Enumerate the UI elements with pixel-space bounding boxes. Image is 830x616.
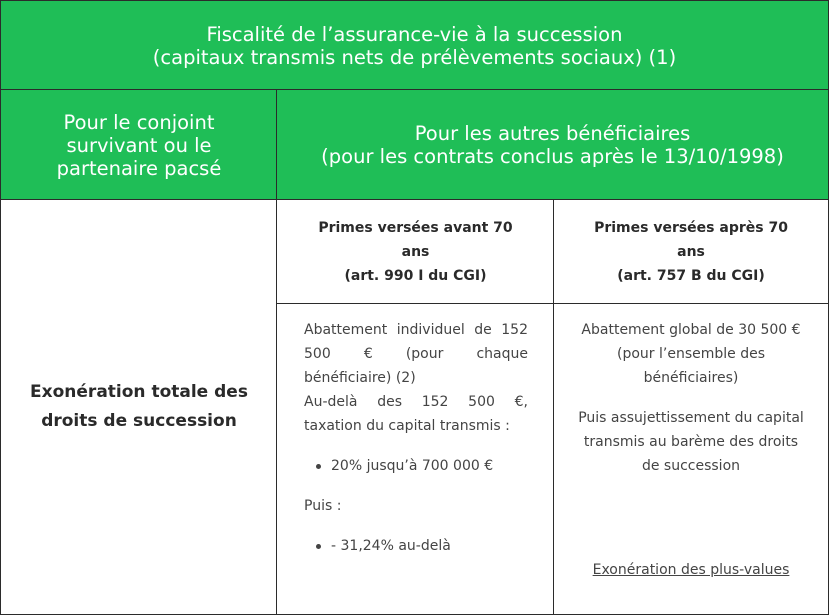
title-line-2: (capitaux transmis nets de prélèvements sociaux) (1) <box>152 45 677 69</box>
header-autres-line-2: (pour les contrats conclus après le 13/10/1998) <box>321 145 784 168</box>
header-autres-line-1: Pour les autres bénéficiaires <box>414 122 691 145</box>
avant-bullet-1: 20% jusqu’à 700 000 € <box>331 458 494 474</box>
body-avant-70 <box>276 303 555 615</box>
plus-values-link[interactable]: Exonération des plus-values <box>592 562 790 578</box>
subheader-avant-line-2: (art. 990 I du CGI) <box>344 268 487 284</box>
header-autres-beneficiaires <box>276 89 829 201</box>
avant-puis-text: Puis : <box>304 498 342 514</box>
bullet-icon <box>316 544 321 549</box>
exoneration-cell <box>0 199 278 615</box>
avant-bullet-2: - 31,24% au-delà <box>331 538 451 554</box>
list-item <box>316 534 528 558</box>
subheader-apres-70 <box>553 199 829 305</box>
subheader-apres-line-1: Primes versées après 70 ans <box>594 220 788 260</box>
header-conjoint-label: Pour le conjoint survivant ou le partenaire pacsé <box>56 110 222 180</box>
avant-abattement-text: Abattement individuel de 152 500 € (pour chaque bénéficiaire) (2) <box>304 322 528 386</box>
exoneration-label: Exonération totale des droits de succession <box>30 382 248 431</box>
table-title <box>0 0 829 91</box>
bullet-icon <box>316 464 321 469</box>
subheader-avant-70 <box>276 199 555 305</box>
body-apres-70 <box>553 303 829 615</box>
list-item <box>316 454 528 478</box>
subheader-apres-line-2: (art. 757 B du CGI) <box>617 268 765 284</box>
title-line-1: Fiscalité de l’assurance-vie à la succession <box>206 22 623 46</box>
avant-taxation-text: Au-delà des 152 500 €, taxation du capital transmis : <box>304 394 528 434</box>
subheader-avant-line-1: Primes versées avant 70 ans <box>318 220 513 260</box>
apres-assujettissement-text: Puis assujettissement du capital transmis au barème des droits de succession <box>578 410 804 474</box>
spacer <box>574 390 808 406</box>
header-conjoint <box>0 89 278 201</box>
apres-abattement-text: Abattement global de 30 500 € (pour l’ensemble des bénéficiaires) <box>581 322 801 386</box>
